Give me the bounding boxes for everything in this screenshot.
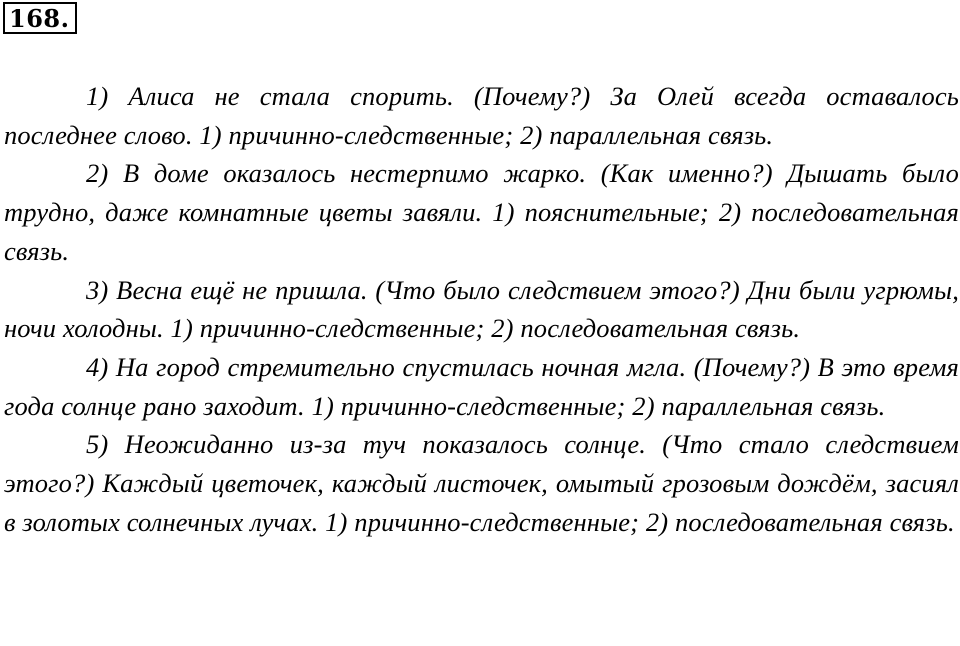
answer-paragraph-3: 3) Весна ещё не пришла. (Что было следствием этого?) Дни были угрюмы, ночи холодны. 1) причинно-следственные; 2) последовательная связь. (4, 274, 959, 344)
answer-paragraph-2: 2) В доме оказалось нестерпимо жарко. (Как именно?) Дышать было трудно, даже комнатные цветы завяли. 1) пояснительные; 2) последовательная связь. (4, 158, 959, 266)
answer-text (4, 77, 959, 541)
task-number-badge: 168. (3, 2, 77, 34)
answer-paragraph-4: 4) На город стремительно спустилась ночная мгла. (Почему?) В это время года солнце рано заходит. 1) причинно-следственные; 2) параллельная связь. (4, 351, 959, 421)
answer-paragraph-1: 1) Алиса не стала спорить. (Почему?) За Олей всегда оставалось последнее слово. 1) причинно-следственные; 2) параллельная связь. (4, 81, 959, 150)
answer-paragraph-5: 5) Неожиданно из-за туч показалось солнце. (Что стало следствием этого?) Каждый цветочек, каждый листочек, омытый грозовым дождём, засиял в золотых солнечных лучах. 1) причинно-следственные; 2) последовательная связь. (4, 429, 959, 537)
